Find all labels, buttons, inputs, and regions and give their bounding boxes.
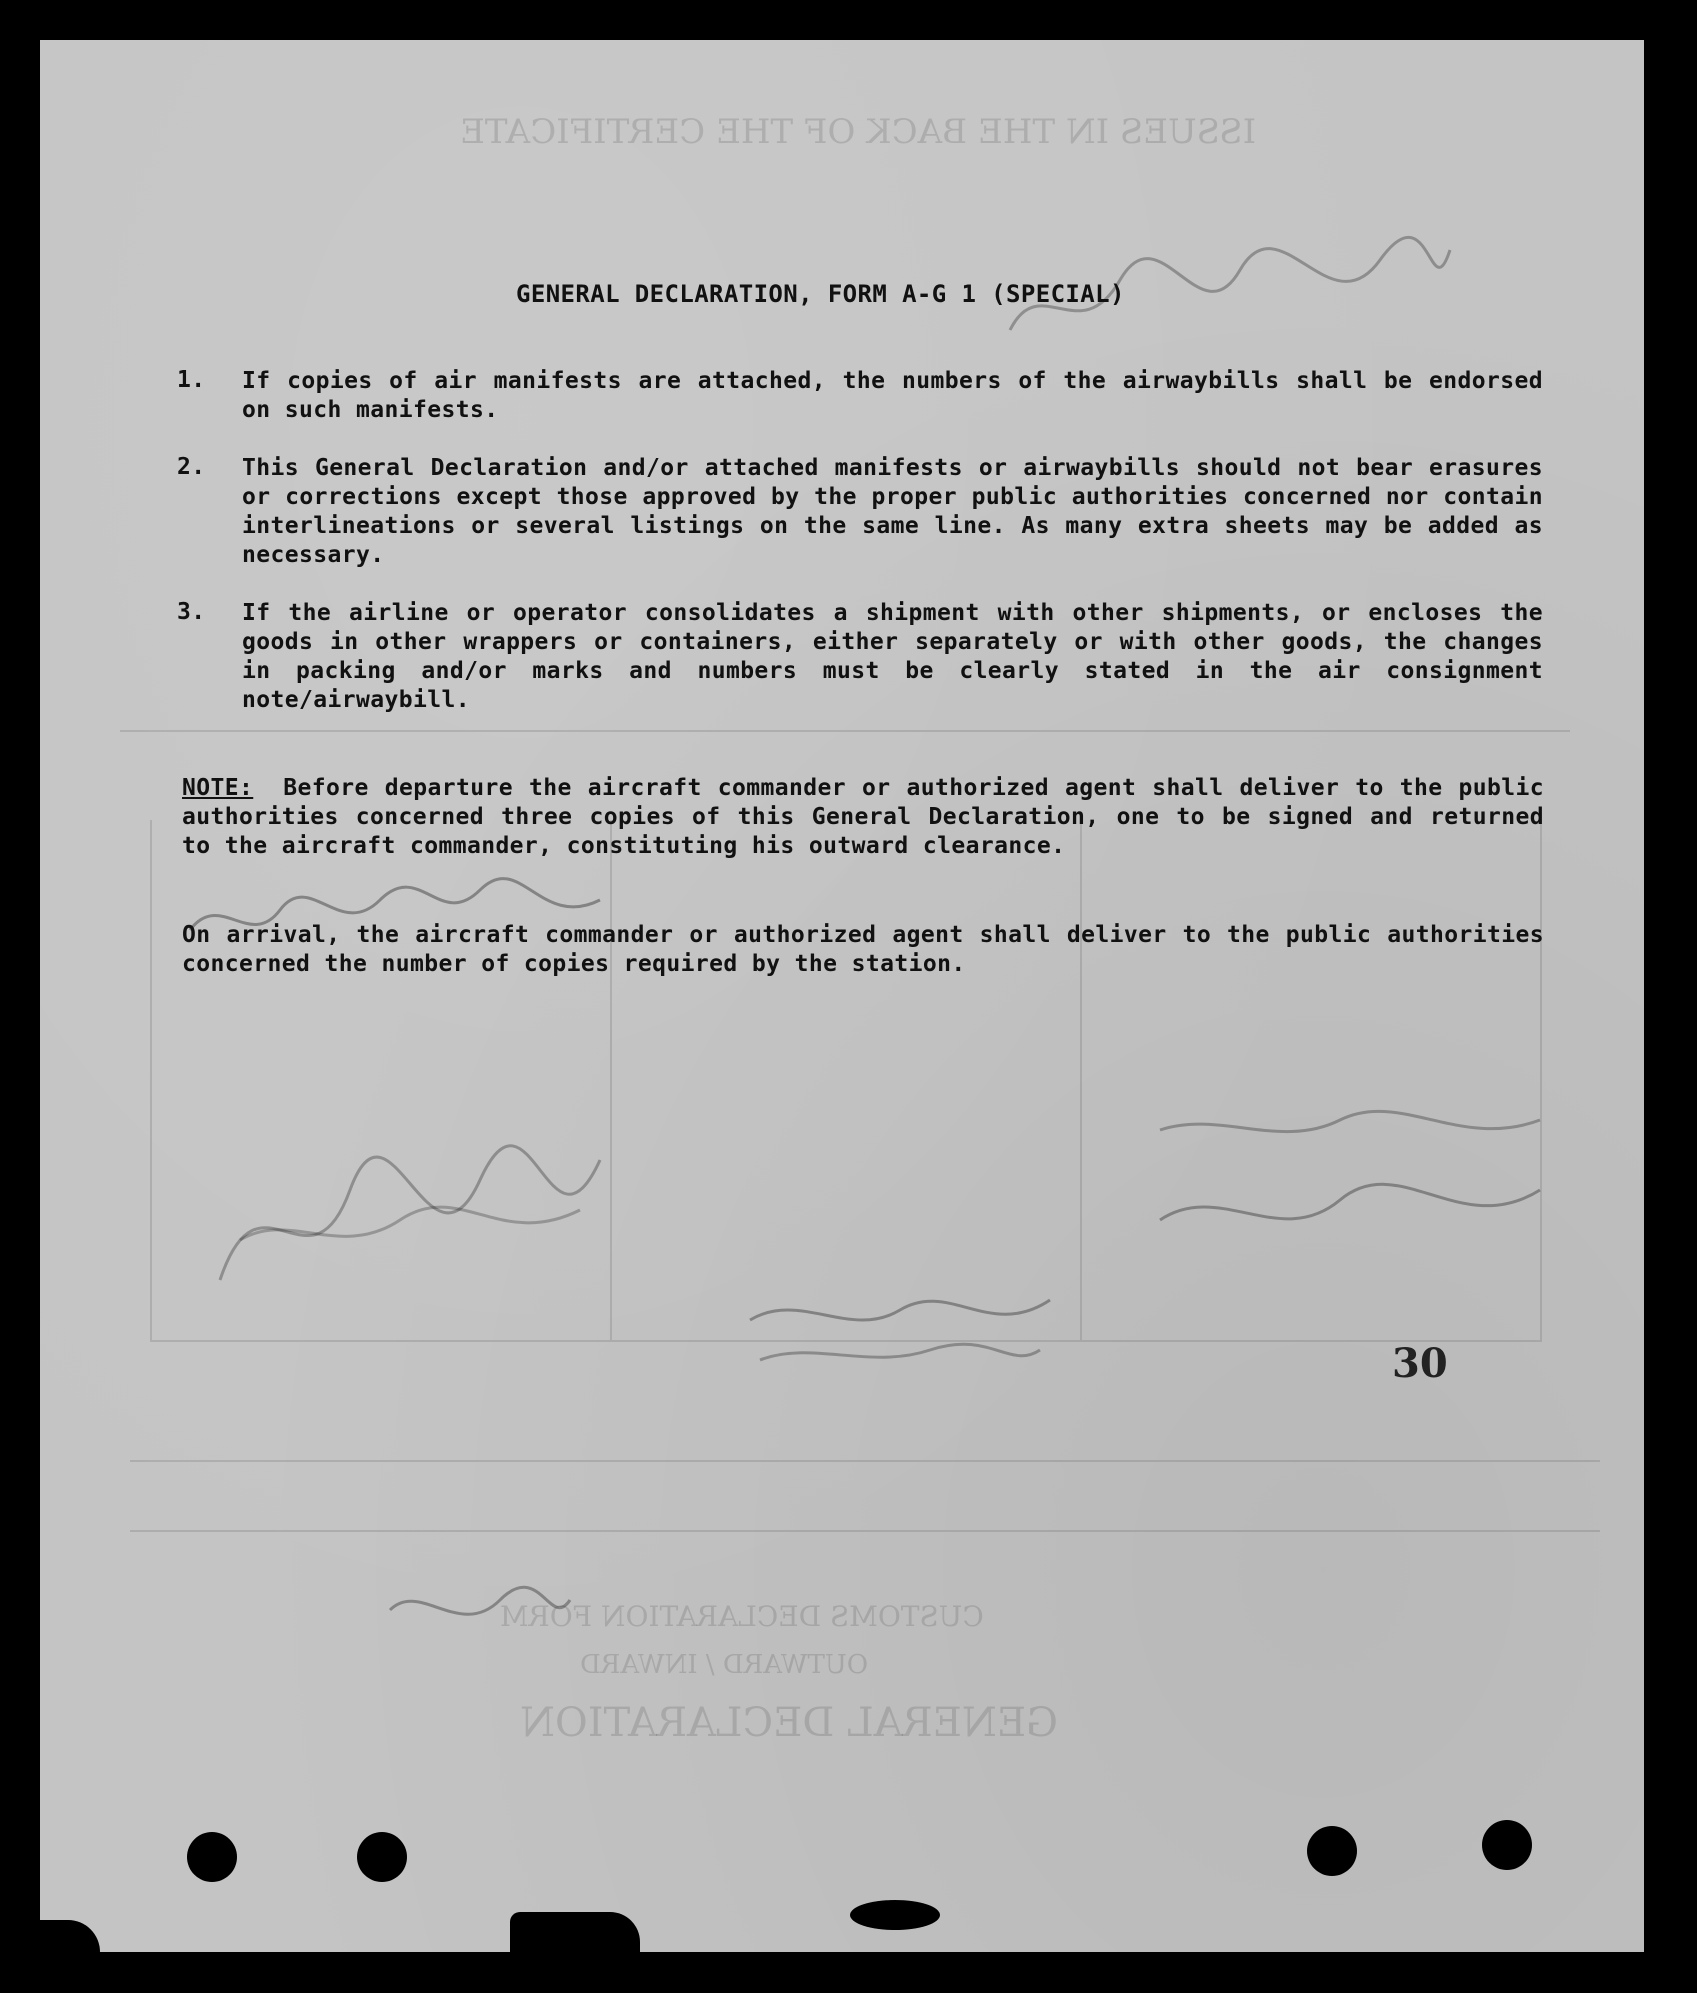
punch-hole [187,1832,237,1882]
item-text: If the airline or operator consolidates a shipment with other shipments, or encloses the goods in other wrappers or containers, either separately or with other goods, the changes in packing and/or marks and numbers must be clearly stated in the air consignment note/airwaybill. [242,600,1543,713]
item-text: If copies of air manifests are attached, the numbers of the airwaybills shall be endorsed on such manifests. [242,368,1543,423]
bleed-through-text: CUSTOMS DECLARATION FORM [500,1600,984,1633]
list-item [177,367,1543,425]
bleed-through-rule [150,1340,1542,1342]
bleed-through-rule [130,1460,1600,1462]
bleed-through-rule [1080,820,1082,1340]
bleed-through-rule [120,730,1570,732]
note-departure [182,774,1544,861]
item-number: 2. [177,454,206,480]
handwritten-signature-left [200,1120,620,1320]
item-number: 1. [177,367,206,393]
note-label: NOTE: [182,775,254,801]
bleed-through-text: GENERAL DECLARATION [520,1700,1059,1746]
list-item [177,599,1543,715]
note-arrival-text: On arrival, the aircraft commander or authorized agent shall deliver to the public authorities concerned the number of copies required by the station. [182,922,1544,977]
list-item [177,454,1543,570]
torn-edge [510,1912,640,1952]
page-title: GENERAL DECLARATION, FORM A-G 1 (SPECIAL) [516,280,1125,308]
note-departure-text: Before departure the aircraft commander or authorized agent shall deliver to the public authorities concerned three copies of this General Declaration, one to be signed and returned to the aircraft commander, constituting his outward clearance. [182,775,1544,859]
punch-hole [357,1832,407,1882]
bleed-through-rule [150,820,152,1340]
torn-edge [40,1920,100,1952]
handwritten-mark-lower [380,1570,580,1650]
page-number: 30 [1392,1340,1448,1387]
handwritten-signature-center [740,1270,1060,1380]
bleed-through-rule [610,820,612,1340]
bleed-through-rule [130,1530,1600,1532]
item-text: This General Declaration and/or attached manifests or airwaybills should not bear erasures or corrections except those approved by the proper public authorities concerned nor contain interlineations or several listings on the same line. As many extra sheets may be added as necessary. [242,455,1543,568]
bleed-through-text: OUTWARD / INWARD [580,1650,869,1680]
punch-hole [1307,1826,1357,1876]
bleed-through-text: ISSUES IN THE BACK OF THE CERTIFICATE [460,112,1257,152]
punch-hole [1482,1820,1532,1870]
torn-edge [850,1900,940,1930]
item-number: 3. [177,599,206,625]
handwritten-signature-right [1140,1090,1560,1290]
bleed-through-rule [1540,820,1542,1340]
document-page [40,40,1644,1952]
note-arrival [182,921,1544,979]
